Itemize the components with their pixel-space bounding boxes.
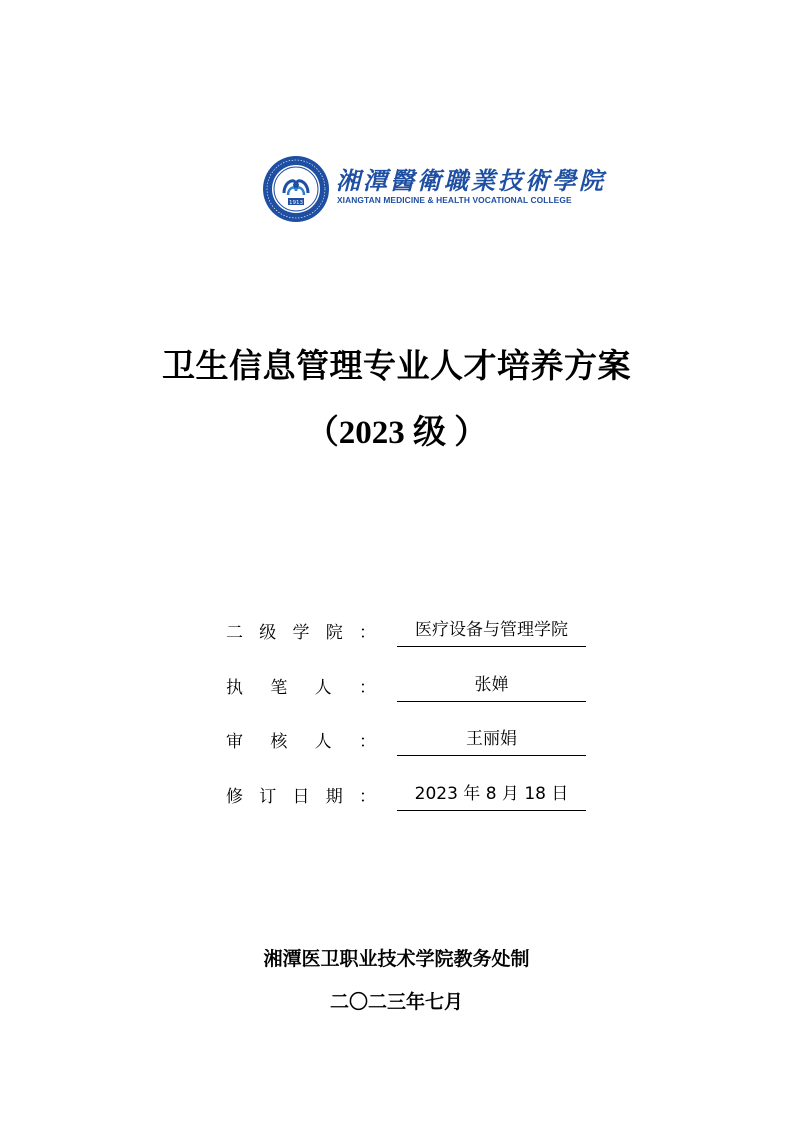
info-value-revision-date: 2023 年 8 月 18 日 (397, 780, 586, 811)
info-value-reviewer: 王丽娟 (397, 725, 586, 756)
footer-date: 二〇二三年七月 (329, 991, 463, 1013)
college-name-en: XIANGTAN MEDICINE & HEALTH VOCATIONAL COLLEGE (337, 195, 572, 205)
info-row-college (226, 606, 586, 661)
info-label: 执 笔 人 ： (226, 677, 376, 698)
info-row-reviewer (226, 715, 586, 770)
info-row-revision-date (226, 770, 586, 825)
college-seal-icon (262, 155, 330, 223)
info-label: 修 订 日 期 ： (226, 786, 376, 807)
info-value-author: 张婵 (397, 671, 586, 702)
document-title: 卫生信息管理专业人才培养方案 (162, 346, 631, 385)
college-logo (262, 155, 606, 223)
info-table (226, 606, 586, 824)
document-subtitle: （2023 级 ） (305, 415, 488, 451)
info-row-author (226, 661, 586, 716)
info-label: 二 级 学 院 ： (226, 623, 376, 643)
college-name-cn: 湘潭醫衛職業技術學院 (336, 166, 606, 195)
info-value-college: 医疗设备与管理学院 (397, 616, 586, 647)
info-label: 审 核 人 ： (226, 732, 376, 753)
svg-text:1913: 1913 (289, 200, 303, 206)
footer-organization: 湘潭医卫职业技术学院教务处制 (263, 948, 530, 970)
